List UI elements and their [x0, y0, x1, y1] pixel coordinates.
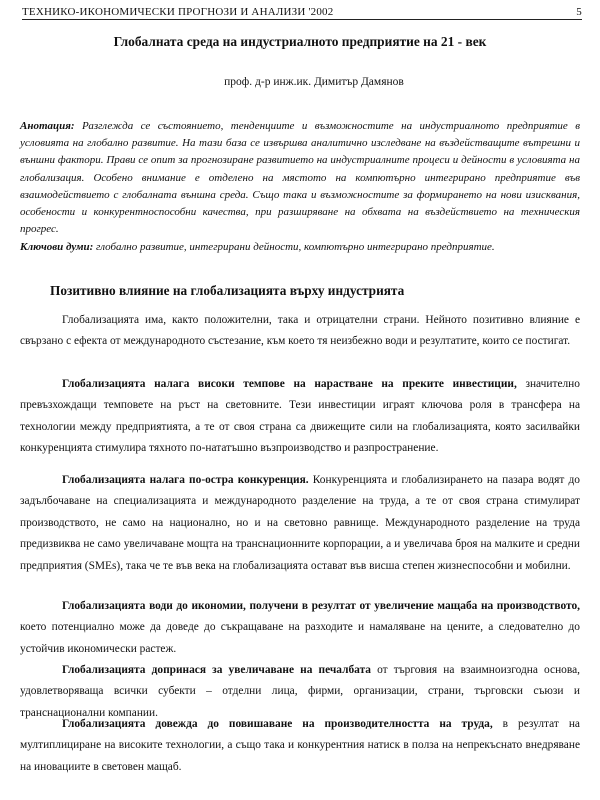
paragraph-3 [20, 470, 580, 577]
abstract-text: Разглежда се състоянието, тенденциите и възможностите на индустриалното предприятие в условията на глобално развитие. На тази база се извършва аналитично изследване на въздействащите вътрешни и външни фактори. Прави се опит за прогнозиране развитието на индустриалните процеси и дейности в условията на глобализация. Особено внимание е отделено на мястото на компютърно интегрирано предприятие във взаимодействието с глобалната външна среда. Също така и възможностите за формирането на нови изисквания, особености и конкурентноспособни качества, при разширяване на обхвата на въздействието на техническия прогрес. [20, 120, 581, 236]
paragraph-6-text: в резултат на мултиплициране на високите технологии, а също така и конкурентния натиск в полза на непрекъснато внедряване на иновациите в световен мащаб. [20, 718, 580, 773]
paragraph-2-text: значително превъзхождащи темповете на ръст на световните. Тези инвестиции играят ключова роля в трансфера на технологии между предприятията, а те от своя страна са движещите сили на глобализацията, която засилвайки конкуренцията стимулира тяхното по-нататъшно възпроизводство и разпространение. [20, 378, 580, 455]
keywords [20, 239, 580, 256]
paragraph-4-text: което потенциално може да доведе до съкращаване на разходите и намаляване на цените, а следователно до устойчив икономически растеж. [20, 621, 580, 655]
abstract [20, 118, 580, 238]
paragraph-2-lead: Глобализацията налага високи темпове на нарастване на преките инвестиции, [62, 378, 517, 390]
paragraph-5-lead: Глобализацията допринася за увеличаване на печалбата [62, 664, 371, 676]
paragraph-4-lead: Глобализацията води до икономии, получени в резултат от увеличение мащаба на производството, [62, 600, 580, 612]
paragraph-5-text: от търговия на взаимноизгодна основа, удовлетворяваща всички субекти – отделни лица, фирми, организации, страни, търговски съюзи и транснационални компании. [20, 664, 580, 719]
paragraph-6-lead: Глобализацията довежда до повишаване на производителността на труда, [62, 718, 493, 730]
article-author: проф. д-р инж.ик. Димитър Дамянов [224, 76, 404, 88]
paragraph-3-lead: Глобализацията налага по-остра конкуренция. [62, 474, 309, 486]
paragraph-1 [20, 310, 580, 353]
article-title: Глобалната среда на индустриалното предприятие на 21 - век [113, 34, 487, 49]
keywords-text: глобално развитие, интегрирани дейности, компютърно интегрирано предприятие. [96, 241, 495, 253]
keywords-label: Ключови думи: [20, 241, 94, 253]
journal-title: ТЕХНИКО-ИКОНОМИЧЕСКИ ПРОГНОЗИ И АНАЛИЗИ '2002 [22, 6, 334, 18]
paragraph-6 [20, 714, 580, 778]
paragraph-2 [20, 374, 580, 460]
paragraph-3-text: Конкуренцията и глобализирането на пазара водят до задълбочаване на специализацията и международното разделение на труда, а те от своя страна стимулират производството, не само на национално, но и на световно равнище. Международното разделение на труда предизвиква не само увеличаване мощта на транснационните корпорации, а и увеличава броя на малките и средни предприятия (SMEs), така че те във века на глобализацията остават във висша степен жизнеспособни и мобилни. [20, 474, 580, 572]
running-header [22, 6, 582, 20]
paragraph-1-text: Глобализацията има, както положителни, така и отрицателни страни. Нейното позитивно влияние е свързано с ефекта от международното състезание, към което тя неизбежно води и резултатите, които се постигат. [20, 314, 580, 348]
page-number: 5 [576, 6, 582, 18]
paragraph-4 [20, 596, 580, 660]
section-heading: Позитивно влияние на глобализацията върху индустрията [50, 283, 405, 298]
abstract-label: Анотация: [20, 120, 75, 132]
